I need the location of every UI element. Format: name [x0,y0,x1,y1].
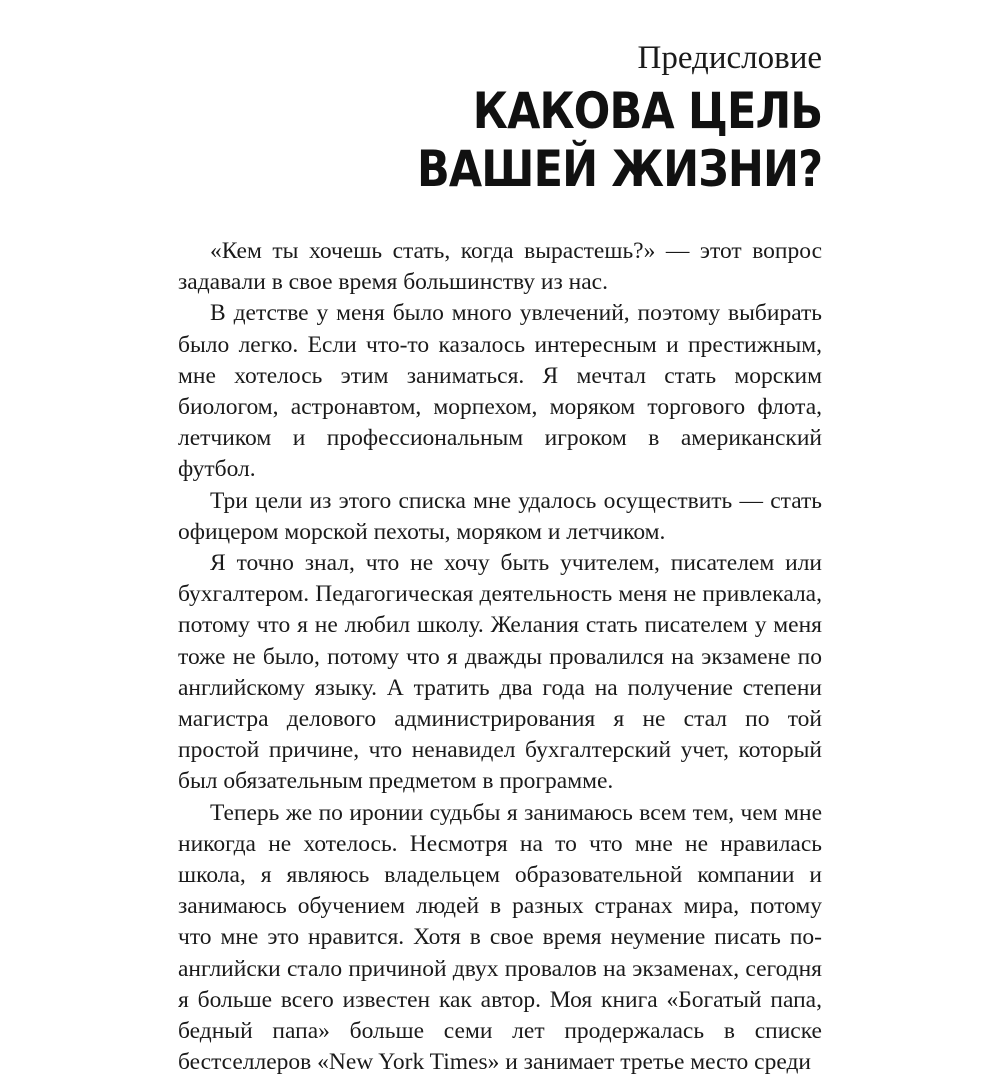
chapter-title-line-1: КАКОВА ЦЕЛЬ [472,82,822,140]
chapter-title-line-2: ВАШЕЙ ЖИЗНИ? [416,140,822,198]
paragraph: Я точно знал, что не хочу быть учителем, писателем или бухгалтером. Педагогическая деятельность меня не привлекала, потому что я не любил школу. Желания стать писателем у меня тоже не было, потому что я дважды провалился на экзамене по английскому языку. А тратить два года на получение степени магистра делового администрирования я не стал по той простой причине, что ненавидел бухгалтерский учет, который был обязательным предметом в программе. [178,550,822,795]
body-text [178,236,822,1078]
chapter-title [417,82,822,198]
paragraph: В детстве у меня было много увлечений, поэтому выбирать было легко. Если что-то казалось интересным и престижным, мне хотелось этим заниматься. Я мечтал стать морским биологом, астронавтом, морпехом, моряком торгового флота, летчиком и профессиональным игроком в американский футбол. [178,300,822,483]
paragraph: Теперь же по иронии судьбы я занимаюсь всем тем, чем мне никогда не хотелось. Несмотря на то что мне не нравилась школа, я являюсь владельцем образовательной компании и занимаюсь обучением людей в разных странах мира, потому что мне это нравится. Хотя в свое время неумение писать по-английски стало причиной двух провалов на экзаменах, сегодня я больше всего известен как автор. Моя книга «Богатый папа, бедный папа» больше семи лет продержалась в списке бестселлеров «New York Times» и занимает третье место среди [178,799,822,1076]
paragraph: «Кем ты хочешь стать, когда вырастешь?» — этот вопрос задавали в свое время большинству из нас. [178,238,822,296]
paragraph: Три цели из этого списка мне удалось осуществить — стать офицером морской пехоты, моряком и летчиком. [178,487,822,545]
section-label: Предисловие [637,40,822,76]
